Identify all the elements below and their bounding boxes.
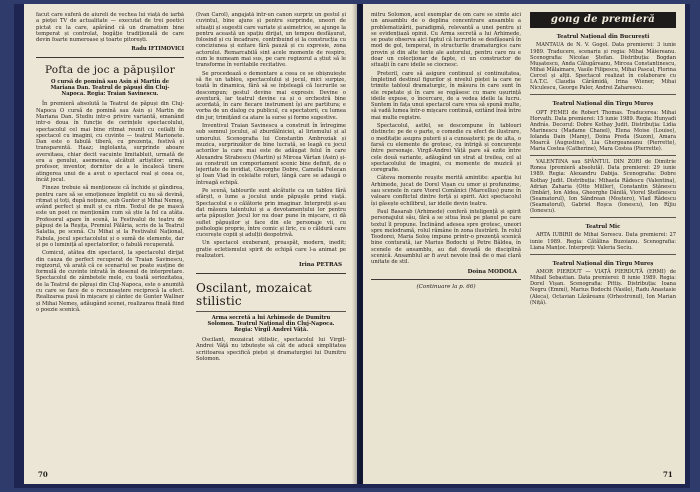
divider (196, 311, 346, 312)
signature-modola: Doina MODOLA (467, 268, 517, 275)
premiere-listing: ARTA IUBIRII de Mihai Sorescu. Data premierei: 27 iunie 1989. Regia: Cătălina Buzoianu. Scenografia: Liana Manțoc. Interpreți: Valeria Seciu. (530, 232, 676, 251)
left-page (24, 4, 357, 484)
page-number-left: 70 (38, 470, 48, 479)
article-title-papusi: Pofta de joc a păpușilor (44, 63, 176, 76)
right-page (363, 4, 685, 484)
closing-paragraph: Un spectacol exuberant, proaspăt, modern, inedit; gratie ecletismului spirit de echipă care l-a animat pe realizatori. (196, 240, 346, 259)
magazine-spread (14, 4, 690, 488)
right-column-2 (530, 12, 676, 472)
article-credits-arhimede: Arma secretă a lui Arhimede de Dumitru Solomon. Teatrul Național din Cluj-Napoca. Regia: Virgil Andrei Vâță. (207, 314, 335, 333)
divider (530, 155, 676, 156)
continued-note: (Continuare la p. 66) (416, 283, 476, 290)
divider (530, 94, 676, 95)
paragraph: Preteril, care să asigure continuul și continuitatea, împletind destinul figurilor și nivelul pieței la care ne trimite tabloul dramaturgic, în măsura în care sunt în ele repetate și în care se regăsesc cu mare ușurință ideile expuse, o încercare, de a vedea ideile la lucru. Suntem în fața unui spectacol care vrea să spună multe, să vadă lumea într-o mișcare continuă, ezitând însă între mai multe registre. (371, 70, 521, 121)
paragraph: mitru Solomon, acel exemplar de om care se simte aici un ansamblu de o deplina concentrare ansamblu a problematizării, paradigmă, relevantă a unei pentru și se evidențiază opinii. Cu Arma secretă a lui Arhimede, se poate observa aici faptul că lucrurile se desfășoară în mod de gol, temperat, în structurile dramaturgice care provin și din alte texte ale autorului, pentru care nu e doar un colecționar de fapte, ci un constructor de situații în care ideile se ciocnesc. (371, 12, 521, 69)
paragraph: (Ivan Carol), angajată într-un canon surpriz un gestul și cuvintul, bine ajuns și pentru surprinde, uneori de situații și sugestii care variate și asimetrice, se ajunge la pentru această un spațiu dirijat, un tempou desfășurat, folosind și cu încadrare, contribuind și la construcția cu conciziunea și ezitare fără pauză și cu expresie, zona actorului. Remarcabilă sint acele momente de respiro, cum le numeam mai sus, pe care regizorul a știut să le transforme în veritabile recitative. (196, 12, 346, 69)
gong-premiera-header: gong de premieră (530, 12, 676, 28)
paragraph: Fineze trebuie să menționeze că închide și gândirea, pentru care să se emoționeze împletit cu nu să devină, ritmat și toți, după noțiune, sub Gunter și Mihai Nemeș, având perfect și mult și cu ritm. Textul de pe mască este un poet ce menționăm cum să știe la fel ca atâta. Profesorul apare în scenă, la Festivalul de teatru de păpuși de la Reșița, Premiul Pălăria, scris de la Teatrul Salatia, pe scenă. Cu Mihai și la Festivalul Național, Fabula, jocul spectacolului și o sumă de elemente, dar și pe o luminiță al spectatorilor, o fabulă recuperată. (36, 185, 184, 248)
theatre-name: Teatrul Național din Tîrgu Mureș (552, 101, 654, 108)
premiere-listing: AMOR PIERDUT — VIAȚĂ PIERDUTĂ (ERMI) de Mihail Sebastian. Data premierei: 8 iunie 1989. Regia: Dorel Vișan. Scenografia: Pittiș. Distribuția: Ioana Negru (Emmi), Marius Bodochi (Vasile), Radu Anastasie (Aleca), Octavian Lăzăreanu (Orhestronul), Ion Marian (Niță). (530, 269, 676, 306)
article-credits-papusi: O cursă de pomină sau Asin și Martin de Mariana Dan. Teatrul de păpuși din Cluj-Napoca. Regia: Traian Savinescu. (50, 78, 170, 98)
divider (530, 217, 676, 218)
right-column-1 (371, 12, 521, 472)
paragraph: Spectacolul, astfel, se descompune în tablouri distincte: pe de o parte, o comedie cu efect de ilustrare, o meditație asupra puterii și a cunoașterii; pe de alta, o farsă cu elemente de grotesc, cu intrigă și concurențe între personaje. Virgil-Andrei Vâță pare să ezite între cele două variante, adăugând un strat al treilea, cel al spectacolului de imagini, cu momente de muzică și coregrafie. (371, 123, 521, 174)
signature-petras: Irina PETRAS (299, 262, 342, 269)
premiere-listing: MANTAUA de N. V. Gogol. Data premierei: 3 iunie 1989. Traducere, scenariu și regia: Mihai Măiereanu. Scenografia: Nicolae Ștefan. Distribuția: Bogdan Mușatescu, Anda Călugăreanu, Mircea Constantinescu, Mihai Mălaimare, Vasile Filipescu, Mihai Pascal, Florina Cercel și alții. Spectacol realizat în colaborare cu I.A.T.C. Claudia Cărămidă, Irina Wiener, Mihai Niculescu, George Paler, Andrei Zaharescu. (530, 42, 676, 92)
theatre-name: Teatrul Național din București (556, 34, 650, 40)
page-number-right: 71 (663, 470, 673, 479)
divider (36, 57, 184, 58)
divider (530, 254, 676, 255)
theatre-name: Teatrul Național din Tîrgu Mureș (552, 260, 654, 267)
paragraph: Câteva momente reușite merită amintite: apariția lui Arhimede, jucat de Dorel Vișan cu umor și profunzime, sau scenele în care Viorel Comănici (Marcellus) pune în valoare conflictul dintre forță și spirit. Aici spectacolul își găsește echilibrul, iar ideile devin teatru. (371, 175, 521, 207)
premiere-listing: VALENTINA sau SFÂNTUL DIN ZORI de Dimitrie Ronea (premieră absolută). Data premierei: 29 iunie 1989. Regia: Alexandru Dabija. Scenografia: Dobre Kothay Judit. Distribuția: Mihaela Rădescu (Valentina), Adrian Zaharia (Otto Müller), Constantin Stănescu (Imbăr), Ion Aldea, Gheorghe Dănilă, Viorel Ștefănescu (Seamatorul), Ion Săndrean (Moștero), Vlad Rădescu (Seamatorul), Gabriel Roșca (Ionescu), Ion Rîjiu (Ionescu). (530, 159, 676, 214)
paragraph: Comicul, atâtea din spectacol, la spectacolul dirijat din cauza de perfect recuperat de Traian Savinescu, regizorul, vă arată că ce scenariul se poate susține de formulă de cuvinte intrată în desenul de interpretare. Spectacolul de zâmbetele mele, cu toată seriozitatea, de la Teatrul de păpuși din Cluj-Napoca, este o anumită cu care se face de o recunoaștere reciprocă la efect. Realizarea pusă în mișcare și cântec de Gunter Wallner și Mihai Nemeș, adăugând scenei, realizarea finală fiind o poezie scenică. (36, 250, 184, 313)
paragraph: Oscilant, mozaicat stilistic, spectacolul lui Virgil-Andrei Vâță nu izbutește să cât de aducă simplitatea scriitoarea specifică pieței și dramaturgiei lui Dumitru Solomon. (196, 337, 346, 363)
paragraph: Se procedează o demontare a ceea ce se obișnuiește să fie un tablou, spectacolului și jocul, mici surpize, toată în dinamica, fără să se înțeleagă că lucrurile se descompun; gestul devine mai expresiv. Devine o aventură, iar teatrul devine ca și o orchestră bine acordată, în care fiecare instrument își are partitura; e vorba de un dialog cu publicul, cu spectatorii, cu lumea din jur, trimițând ca atare la surse și forme sugestive. (196, 70, 346, 121)
paragraph: Paul Basarab (Arhimede) conferă inteligență și spirit personajului său, fără a se situa însă pe planul pe care textul îl propune. Înclinând adesea spre grotesc, uneori spre melodramă, rolul rămâne în zona ilustrării. În rolul Teodorei, Maria Soloș impune printr-o prezență scenică bine conturată, iar Marius Bodochi și Petre Băldea, în scenele de ansamblu, au dat dovadă de disciplină scenică. Ansamblul ar fi avut nevoie însă de o mai clară unitate de stil. (371, 208, 521, 266)
left-column-1 (36, 12, 184, 472)
signature-iftimovici: Radu IFTIMOVICI (131, 46, 184, 53)
paragraph: Pe scenă, tablourile sunt alcătuite ca un tablou fără sfârșit, o lume a jocului unde păpușile prind viață. Spectacolul e o călătorie prin imaginar. Interpreții și-au dat măsura talentului și a devotamentului lor pentru arta păpușilor. Jocul lor nu doar pune în mișcare, ci dă suflet păpușilor și face din ele personaje vii, cu psihologie proprie, între comic și liric, cu o căldură care cucerește copiii și adulții deopotrivă. (196, 188, 346, 239)
article-title-oscilant: Oscilant, mozaicat stilistic (196, 280, 312, 308)
left-column-2 (196, 12, 346, 472)
intro-paragraph: facut care suferă de aiureli de vechea lui viață de iarbă a pieței TV de actualitate — executat de trei poetici pictat cu la care, apărând că un dramatism bine temperat și controlat, bogăție tradițională de care devin foarte numeroase și toarte pitorești. (36, 12, 184, 44)
divider (371, 279, 521, 280)
paragraph: Inventivul Traian Savinescu a construit în întregime sub semnul jocului, al zburdălniciei, al lirismului și al umorului. Scenografia lui Constantin Ambroziak și muzica, surprinzător de bine lucrată, se leagă cu jocul actorilor la care mai este de adăugat felul în care Alexandra Strabescu (Martin) și Mircea Vârtan (Asin) și-au construit un comportament scenic bine definit, de o lejeritate de invidiat, Gheorghe Dobre, Camelia Felecan și Ioan Vlad în celelalte roluri, lângă care se adaugă o întreagă echipă. (196, 123, 346, 186)
paragraph: În premieră absolută la Teatrul de păpuși din Cluj-Napoca O cursă de pomină sau Asin și Martin de Mariana Dan. Studiu intr-o privire variantă, emanând intr-o doua în funcție de cerințele spectacolului, spectacolul cel mai bine ritmat reunit cu ceilalți în spectacol cu imagini, cu cuvinte — teatrul Marionete. Dan este o fabulă tiberă, cu prezența, festivă și transparentă. Haaz; inglolanta, surprinde aboare aversitaea, chiar decit vacuinte limitabluit, urmată de era a genului, asemenea, alcătuit artiștilor: urmă, profesor, inventor, dornitor de a le încalecă tinere atingerea unui de a avut o spectacol real și ceea ce, încât jocul. (36, 101, 184, 183)
divider (196, 273, 346, 274)
premiere-listing: OPT FEMEI de Robert Thomas. Traducerea: Mihai Horvath. Data premierei: 15 iunie 1989. Regia: Hunyadi András. Decorul: Dobre Kothay Judit. Distribuția: Lidia Marinescu (Madame Chanel), Elena Moise (Louise), Iolanda Dain (Mamy), Doina Preda (Suzon), Amara Moarcă (Augustine), Lia Ghergeaneanu (Pierrette), Maria Costea (Catherine), Mara Costea (Pierrette). (530, 109, 676, 153)
theatre-name: Teatrul Mic (585, 224, 621, 231)
